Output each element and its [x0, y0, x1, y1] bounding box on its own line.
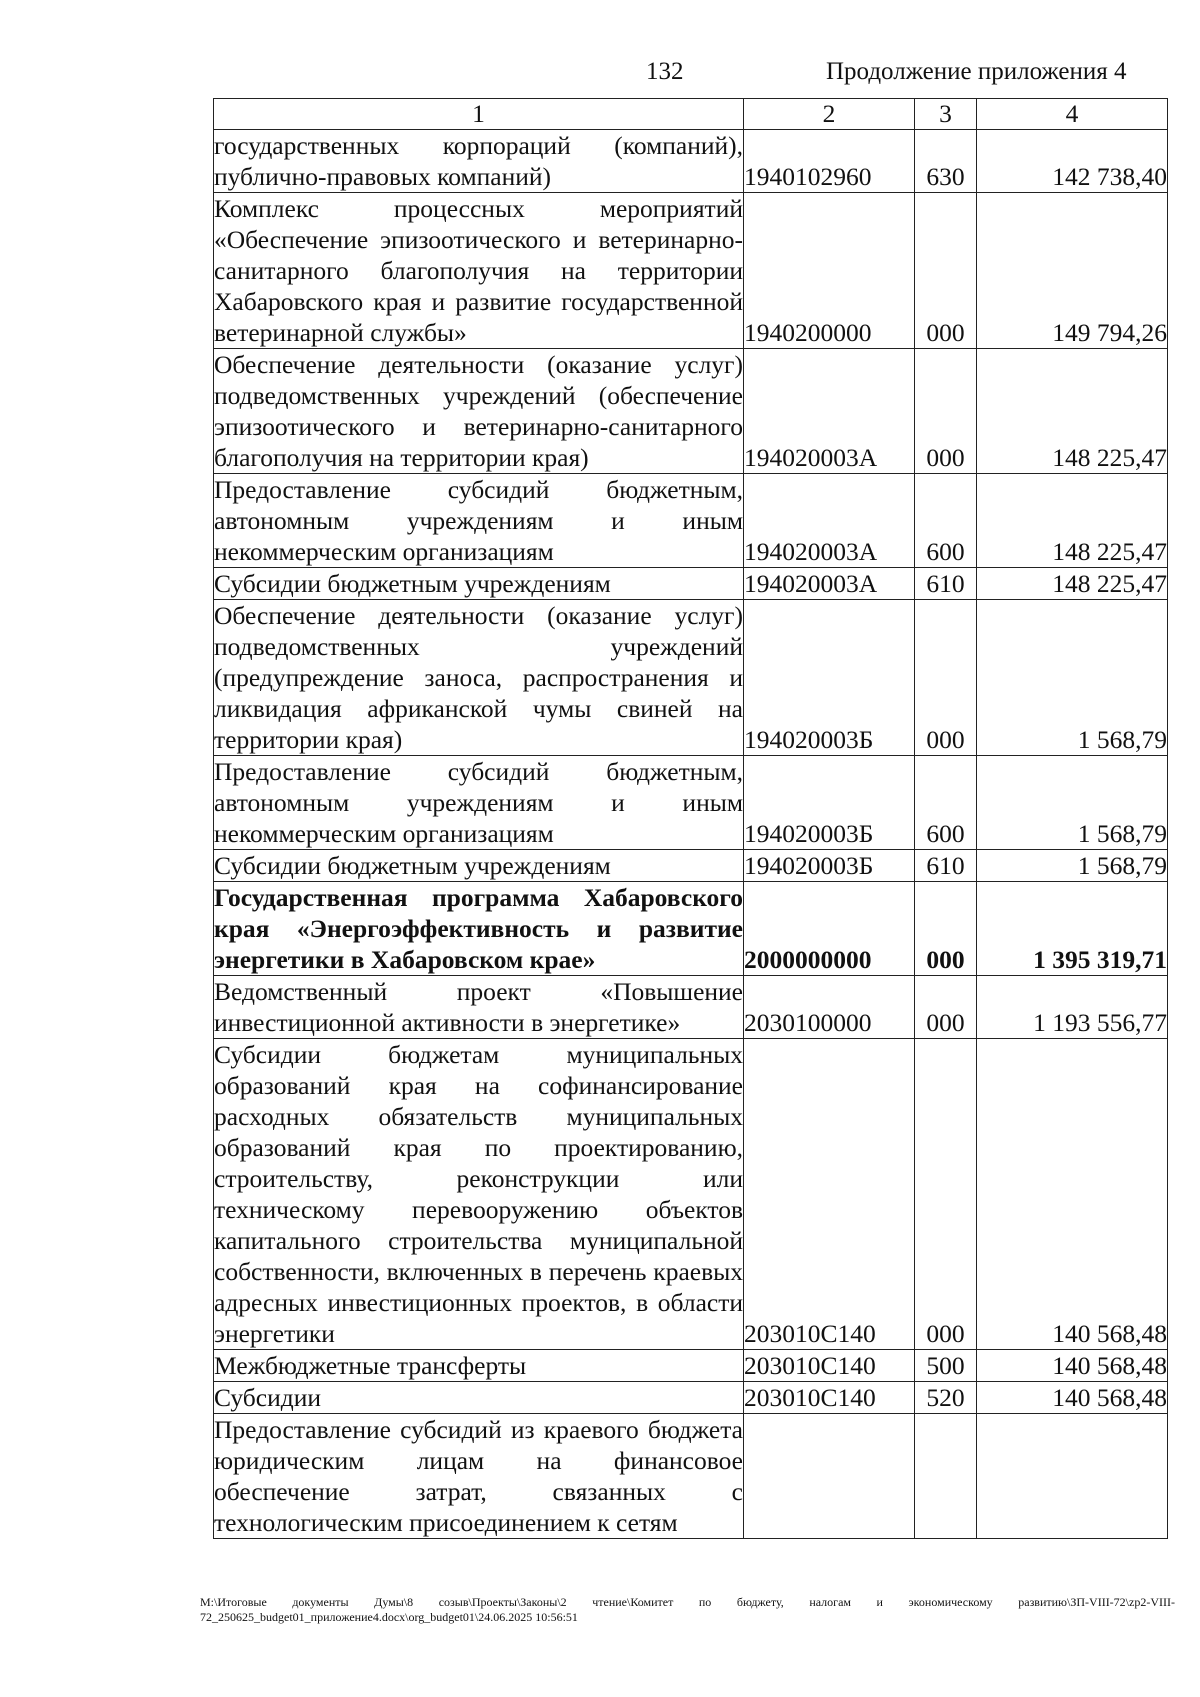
- row-description-text: Предоставление субсидий бюджетным, автономным учреждениям и иным некоммерческим организациям: [214, 757, 743, 848]
- table-row: [214, 1350, 1168, 1382]
- row-code: 203010С140: [744, 1382, 915, 1414]
- row-description: [214, 474, 744, 568]
- column-header: 3: [915, 99, 977, 130]
- row-code: 1940200000: [744, 193, 915, 349]
- row-amount: 140 568,48: [977, 1382, 1168, 1414]
- row-description: [214, 756, 744, 850]
- row-expense-type: 600: [915, 756, 977, 850]
- row-description-text: Предоставление субсидий бюджетным, автономным учреждениям и иным некоммерческим организациям: [214, 475, 743, 566]
- row-description-text: Субсидии: [214, 1383, 321, 1412]
- row-code: 194020003А: [744, 349, 915, 474]
- row-description: [214, 1382, 744, 1414]
- table-row: [214, 756, 1168, 850]
- row-description: [214, 882, 744, 976]
- row-code: 194020003Б: [744, 850, 915, 882]
- table-row: [214, 1414, 1168, 1539]
- table-row: [214, 1382, 1168, 1414]
- row-amount: 148 225,47: [977, 349, 1168, 474]
- row-description: [214, 600, 744, 756]
- row-expense-type: 500: [915, 1350, 977, 1382]
- row-description: [214, 130, 744, 193]
- row-expense-type: [915, 1414, 977, 1539]
- table-row: [214, 600, 1168, 756]
- row-description-text: Предоставление субсидий из краевого бюджета юридическим лицам на финансовое обеспечение затрат, связанных с технологическим присоединением к сетям: [214, 1415, 743, 1537]
- table-row: [214, 882, 1168, 976]
- row-amount: [977, 1414, 1168, 1539]
- row-description: [214, 976, 744, 1039]
- row-code: 2030100000: [744, 976, 915, 1039]
- row-description-text: Обеспечение деятельности (оказание услуг) подведомственных учреждений (предупреждение заноса, распространения и ликвидация африканской чумы свиней на территории края): [214, 601, 743, 754]
- table-header-row: [214, 99, 1168, 130]
- row-expense-type: 000: [915, 882, 977, 976]
- row-expense-type: 000: [915, 600, 977, 756]
- row-expense-type: 630: [915, 130, 977, 193]
- row-expense-type: 000: [915, 193, 977, 349]
- row-description-text: Комплекс процессных мероприятий «Обеспечение эпизоотического и ветеринарно-санитарного благополучия на территории Хабаровского края и развитие государственной ветеринарной службы»: [214, 194, 743, 347]
- continuation-label: Продолжение приложения 4: [826, 58, 1127, 85]
- row-code: 194020003А: [744, 474, 915, 568]
- row-description-text: Субсидии бюджетным учреждениям: [214, 569, 611, 598]
- table-row: [214, 193, 1168, 349]
- row-expense-type: 000: [915, 349, 977, 474]
- row-amount: 1 395 319,71: [977, 882, 1168, 976]
- row-description: [214, 1414, 744, 1539]
- row-code: 203010С140: [744, 1039, 915, 1350]
- row-code: 194020003А: [744, 568, 915, 600]
- row-code: 194020003Б: [744, 600, 915, 756]
- table-row: [214, 349, 1168, 474]
- row-amount: 1 568,79: [977, 756, 1168, 850]
- row-description: [214, 1350, 744, 1382]
- row-description: [214, 568, 744, 600]
- row-description-text: Государственная программа Хабаровского края «Энергоэффективность и развитие энергетики в Хабаровском крае»: [214, 883, 743, 974]
- file-path-footer: М:\Итоговые документы Думы\8 созыв\Проекты\Законы\2 чтение\Комитет по бюджету, налогам и экономическому развитию\ЗП-VIII-72\zp2-VIII-72_250625_budget01_приложение4.docx\org_budget01\24.06.2025 10:56:51: [200, 1595, 1175, 1624]
- row-expense-type: 600: [915, 474, 977, 568]
- row-code: 1940102960: [744, 130, 915, 193]
- page-number: 132: [646, 58, 684, 85]
- row-amount: 148 225,47: [977, 474, 1168, 568]
- table-row: [214, 130, 1168, 193]
- table-row: [214, 1039, 1168, 1350]
- row-expense-type: 610: [915, 568, 977, 600]
- row-description-text: Субсидии бюджетным учреждениям: [214, 851, 611, 880]
- row-description-text: Обеспечение деятельности (оказание услуг) подведомственных учреждений (обеспечение эпизоотического и ветеринарно-санитарного благополучия на территории края): [214, 350, 743, 472]
- row-code: [744, 1414, 915, 1539]
- row-amount: 148 225,47: [977, 568, 1168, 600]
- row-amount: 140 568,48: [977, 1350, 1168, 1382]
- row-description-text: государственных корпораций (компаний), публично-правовых компаний): [214, 131, 743, 191]
- table-row: [214, 568, 1168, 600]
- row-description-text: Субсидии бюджетам муниципальных образований края на софинансирование расходных обязательств муниципальных образований края по проектированию, строительству, реконструкции или техническому перевооружению объектов капитального строительства муниципальной собственности, включенных в перечень краевых адресных инвестиционных проектов, в области энергетики: [214, 1040, 743, 1348]
- row-amount: 140 568,48: [977, 1039, 1168, 1350]
- column-header: 4: [977, 99, 1168, 130]
- row-description: [214, 850, 744, 882]
- row-description-text: Ведомственный проект «Повышение инвестиционной активности в энергетике»: [214, 977, 743, 1037]
- row-amount: 1 193 556,77: [977, 976, 1168, 1039]
- column-header: 2: [744, 99, 915, 130]
- budget-table: [213, 98, 1168, 1539]
- row-description: [214, 1039, 744, 1350]
- row-amount: 142 738,40: [977, 130, 1168, 193]
- table-row: [214, 474, 1168, 568]
- row-code: 194020003Б: [744, 756, 915, 850]
- row-expense-type: 000: [915, 976, 977, 1039]
- row-description-text: Межбюджетные трансферты: [214, 1351, 527, 1380]
- table-row: [214, 850, 1168, 882]
- row-amount: 1 568,79: [977, 850, 1168, 882]
- row-code: 2000000000: [744, 882, 915, 976]
- row-expense-type: 520: [915, 1382, 977, 1414]
- row-expense-type: 610: [915, 850, 977, 882]
- column-header: 1: [214, 99, 744, 130]
- row-amount: 1 568,79: [977, 600, 1168, 756]
- row-description: [214, 349, 744, 474]
- table-row: [214, 976, 1168, 1039]
- row-description: [214, 193, 744, 349]
- row-expense-type: 000: [915, 1039, 977, 1350]
- row-code: 203010С140: [744, 1350, 915, 1382]
- row-amount: 149 794,26: [977, 193, 1168, 349]
